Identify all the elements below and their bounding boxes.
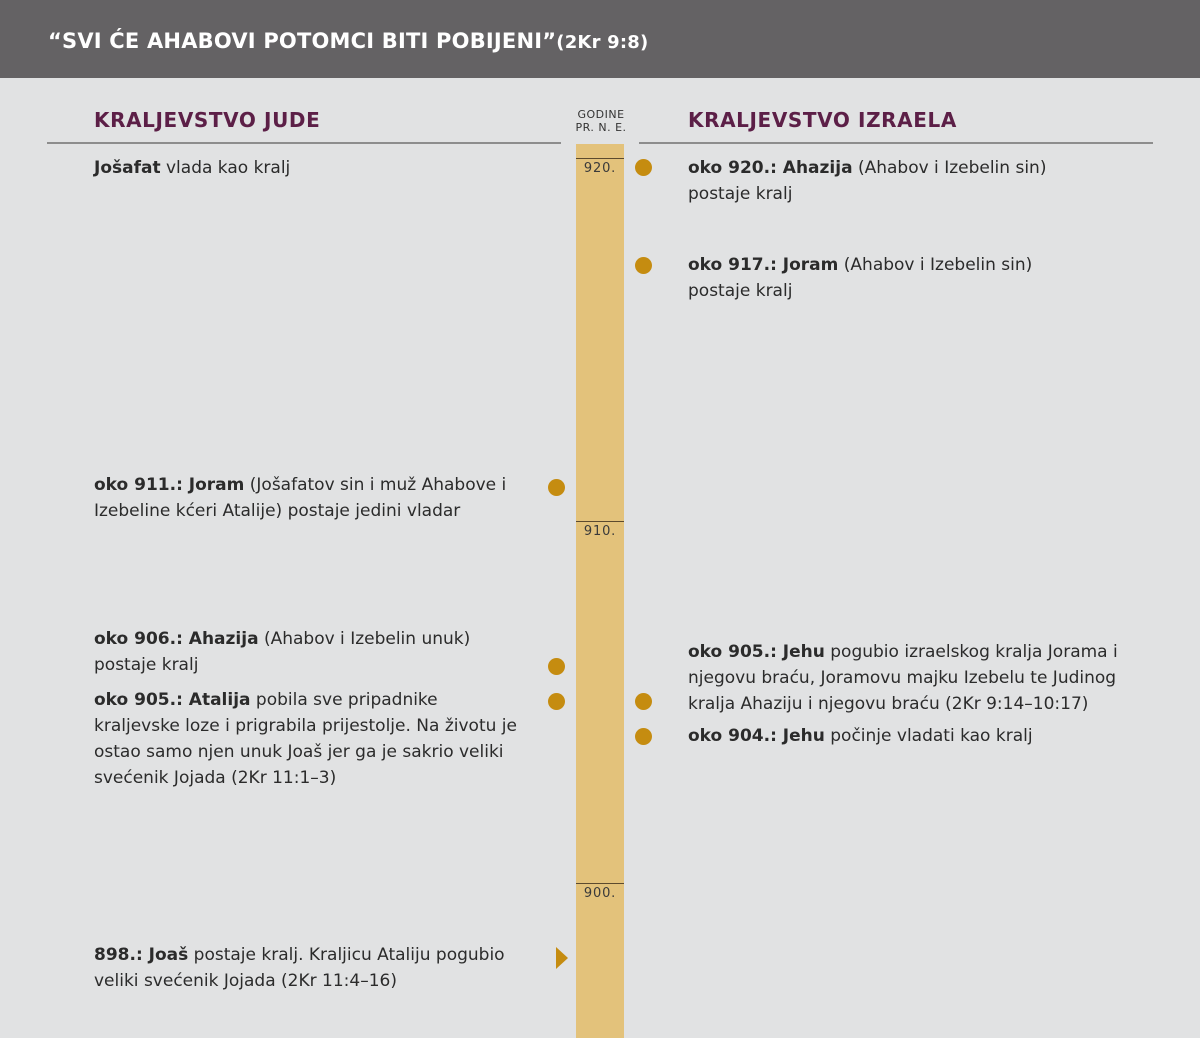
event-title: oko 905.: Atalija: [94, 690, 251, 710]
event-title: oko 920.: Ahazija: [688, 158, 853, 178]
israel-heading: KRALJEVSTVO IZRAELA: [688, 108, 957, 132]
israel-event-904: [688, 723, 1128, 749]
axis-label-line1: GODINE: [577, 108, 625, 121]
tick-910: [576, 521, 624, 522]
judah-event-898: [94, 942, 514, 994]
event-title: oko 906.: Ahazija: [94, 629, 259, 649]
israel-marker-920: [635, 159, 652, 176]
event-title: 898.: Joaš: [94, 945, 189, 965]
event-text: vlada kao kralj: [160, 158, 291, 178]
event-text: (Ahabov i Izebelin sin) postaje kralj: [688, 255, 1033, 301]
event-text: počinje vladati kao kralj: [824, 726, 1033, 746]
axis-label-line2: PR. N. E.: [575, 121, 627, 134]
page-title: [48, 29, 648, 53]
judah-arrow-marker-898: [556, 947, 568, 969]
event-title: oko 917.: Joram: [688, 255, 839, 275]
judah-marker-911: [548, 479, 565, 496]
judah-marker-905: [548, 693, 565, 710]
israel-marker-905: [635, 693, 652, 710]
judah-heading-rule: [47, 142, 561, 144]
tick-label-900: 900.: [583, 886, 617, 901]
israel-heading-rule: [639, 142, 1153, 144]
event-title: oko 905.: Jehu: [688, 642, 825, 662]
judah-marker-906: [548, 658, 565, 675]
israel-marker-904: [635, 728, 652, 745]
timeline-bar: [576, 144, 624, 1038]
title-text: “SVI ĆE AHABOVI POTOMCI BITI POBIJENI”: [48, 29, 557, 53]
event-title: oko 911.: Joram: [94, 475, 245, 495]
judah-event-911: [94, 472, 514, 524]
event-text: (Ahabov i Izebelin sin) postaje kralj: [688, 158, 1047, 204]
israel-marker-917: [635, 257, 652, 274]
event-text: (Ahabov i Izebelin unuk) postaje kralj: [94, 629, 471, 675]
tick-label-910: 910.: [583, 524, 617, 539]
event-text: pogubio izraelskog kralja Jorama i njegovu braću, Joramovu majku Izebelu te Judinog kralja Ahaziju i njegovu braću (2Kr 9:14–10:17): [688, 642, 1118, 714]
event-title: Jošafat: [94, 158, 161, 178]
axis-label: [560, 108, 642, 134]
event-text: postaje kralj. Kraljicu Ataliju pogubio veliki svećenik Jojada (2Kr 11:4–16): [94, 945, 505, 991]
title-reference: (2Kr 9:8): [556, 32, 649, 53]
tick-920: [576, 158, 624, 159]
judah-event-906: [94, 626, 474, 678]
judah-heading: KRALJEVSTVO JUDE: [94, 108, 321, 132]
event-text: pobila sve pripadnike kraljevske loze i prigrabila prijestolje. Na životu je ostao samo njen unuk Joaš jer ga je sakrio veliki svećenik Jojada (2Kr 11:1–3): [94, 690, 517, 788]
judah-event-josafat: [94, 155, 534, 181]
tick-label-920: 920.: [583, 161, 617, 176]
event-title: oko 904.: Jehu: [688, 726, 825, 746]
israel-event-917: [688, 252, 1068, 304]
israel-event-920: [688, 155, 1068, 207]
header-bar: [0, 0, 1200, 78]
tick-900: [576, 883, 624, 884]
event-text: (Jošafatov sin i muž Ahabove i Izebeline kćeri Atalije) postaje jedini vladar: [94, 475, 507, 521]
israel-event-905: [688, 639, 1128, 717]
judah-event-905: [94, 687, 522, 791]
